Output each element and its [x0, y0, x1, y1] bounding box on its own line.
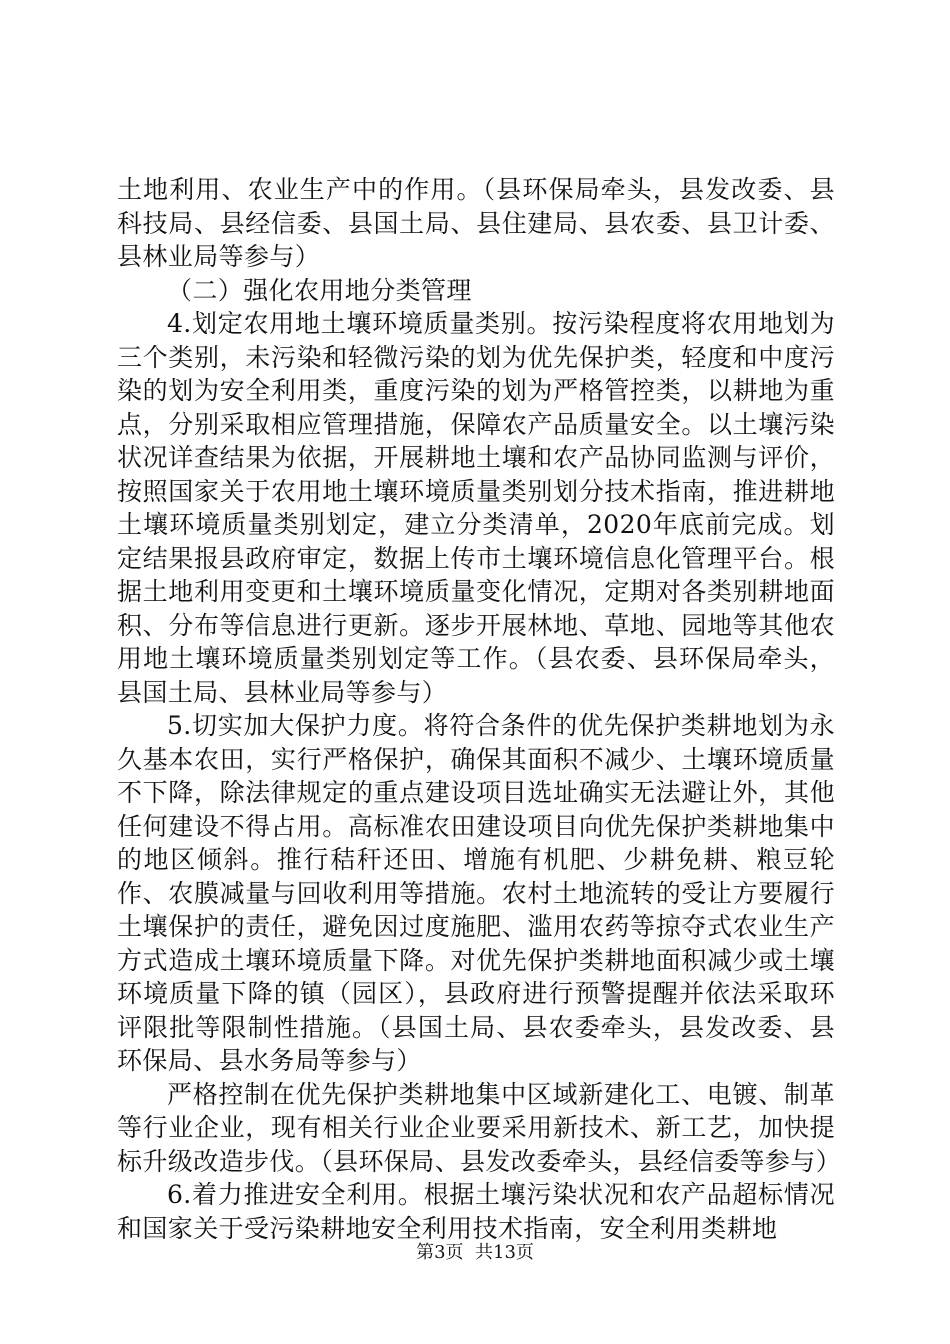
page-footer — [0, 1241, 950, 1265]
page-number-label: 第3页 共13页 — [416, 1242, 534, 1263]
paragraph-item-5: 5.切实加大保护力度。将符合条件的优先保护类耕地划为永久基本农田，实行严格保护，确保其面积不减少、土壤环境质量不下降，除法律规定的重点建设项目选址确实无法避让外，其他任何建设不得占用。高标准农田建设项目向优先保护类耕地集中的地区倾斜。推行秸秆还田、增施有机肥、少耕免耕、粮豆轮作、农膜减量与回收利用等措施。农村土地流转的受让方要履行土壤保护的责任，避免因过度施肥、滥用农药等掠夺式农业生产方式造成土壤环境质量下降。对优先保护类耕地面积减少或土壤环境质量下降的镇（园区），县政府进行预警提醒并依法采取环评限批等限制性措施。（县国土局、县农委牵头，县发改委、县环保局、县水务局等参与） — [117, 711, 835, 1075]
paragraph-item-4: 4.划定农用地土壤环境质量类别。按污染程度将农用地划为三个类别，未污染和轻微污染的划为优先保护类，轻度和中度污染的划为安全利用类，重度污染的划为严格管控类，以耕地为重点，分别采取相应管理措施，保障农产品质量安全。以土壤污染状况详查结果为依据，开展耕地土壤和农产品协同监测与评价，按照国家关于农用地土壤环境质量类别划分技术指南，推进耕地土壤环境质量类别划定，建立分类清单，2020年底前完成。划定结果报县政府审定，数据上传市土壤环境信息化管理平台。根据土地利用变更和土壤环境质量变化情况，定期对各类别耕地面积、分布等信息进行更新。逐步开展林地、草地、园地等其他农用地土壤环境质量类别划定等工作。（县农委、县环保局牵头，县国土局、县林业局等参与） — [117, 309, 835, 707]
document-body — [117, 173, 842, 1245]
paragraph-industry-control: 严格控制在优先保护类耕地集中区域新建化工、电镀、制革等行业企业，现有相关行业企业要采用新技术、新工艺，加快提标升级改造步伐。（县环保局、县发改委牵头，县经信委等参与） — [117, 1079, 842, 1176]
section-heading-farmland-classification: （二）强化农用地分类管理 — [167, 275, 472, 305]
paragraph-item-6: 6.着力推进安全利用。根据土壤污染状况和农产品超标情况和国家关于受污染耕地安全利用技术指南，安全利用类耕地 — [117, 1180, 835, 1243]
paragraph-continued-responsibility: 土地利用、农业生产中的作用。（县环保局牵头，县发改委、县科技局、县经信委、县国土局、县住建局、县农委、县卫计委、县林业局等参与） — [117, 175, 835, 271]
